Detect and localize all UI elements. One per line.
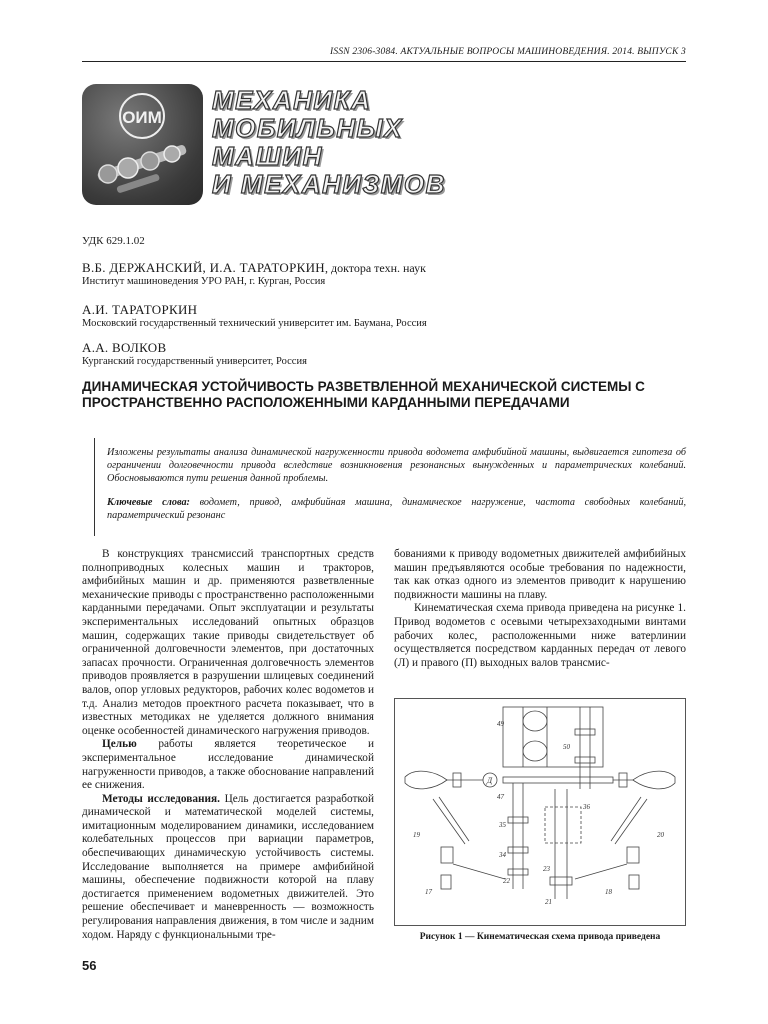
article-title: ДИНАМИЧЕСКАЯ УСТОЙЧИВОСТЬ РАЗВЕТВЛЕННОЙ МЕХАНИЧЕСКОЙ СИСТЕМЫ С ПРОСТРАНСТВЕННО РАСПОЛОЖЕННЫМИ КАРДАННЫМИ ПЕРЕДАЧАМИ bbox=[82, 379, 645, 410]
author-names: В.Б. ДЕРЖАНСКИЙ, И.А. ТАРАТОРКИН bbox=[82, 260, 325, 275]
drive-link-right bbox=[575, 864, 627, 879]
body-column-right bbox=[394, 548, 686, 678]
body-paragraph: В конструкциях трансмиссий транспортных средств полноприводных колесных машин и тракторов, амфибийных машин и др. применяются разветвленные механические приводы с пространственно расположенными карданными передачами. Опыт эксплуатации и результаты экспериментальных исследований опытных образцов машин, содержащих такие приводы свидетельствует об ограниченной долговечности элементов, при достаточных запасах прочности. Ограниченная долговечность элементов приводов проявляется в разрушении шлицевых соединений валов, опор угловых редукторов, рабочих колес водометов и т.д. Анализ методов проектного расчета показывает, что в известных методиках не уделяется должного внимания оценке особенностей динамического нагружения приводов. bbox=[82, 548, 374, 737]
logo-letters: ОИМ bbox=[122, 108, 162, 127]
left-output-unit bbox=[441, 847, 453, 863]
diagram-label: 17 bbox=[425, 888, 432, 896]
left-propeller bbox=[405, 771, 447, 789]
diagram-label: 18 bbox=[605, 888, 612, 896]
paragraph-lead: Целью bbox=[102, 738, 137, 751]
kinematic-diagram bbox=[395, 699, 685, 925]
diagram-label: 22 bbox=[503, 877, 510, 885]
diagram-label: 35 bbox=[499, 821, 506, 829]
cardan-shaft-right bbox=[615, 799, 647, 844]
keywords-label: Ключевые слова: bbox=[107, 497, 190, 508]
author-names: А.А. ВОЛКОВ bbox=[82, 340, 167, 355]
diagram-label: 49 bbox=[497, 720, 504, 728]
affiliation-2: Московский государственный технический университет им. Баумана, Россия bbox=[82, 318, 427, 329]
right-output-unit bbox=[627, 847, 639, 863]
diagram-label: 19 bbox=[413, 831, 420, 839]
figure-caption: Рисунок 1 — Кинематическая схема привода приведена bbox=[419, 932, 661, 942]
reducer-box bbox=[545, 807, 581, 843]
diagram-label: 34 bbox=[499, 851, 506, 859]
bevel-gear bbox=[523, 711, 547, 731]
header-rule bbox=[82, 61, 686, 62]
masthead-line-1: МЕХАНИКА bbox=[212, 85, 372, 115]
logo-graphic bbox=[82, 84, 203, 205]
journal-logo bbox=[82, 84, 203, 205]
affiliation-3: Курганский государственный университет, Россия bbox=[82, 356, 307, 367]
udk-code: УДК 629.1.02 bbox=[82, 235, 145, 247]
body-paragraph: Кинематическая схема привода приведена на рисунке 1. Привод водометов с осевыми четырехзаходными винтами рабочих колес, расположенными ниже ватерлинии осуществляется посредством карданных передач от левого (Л) и правого (П) выходных валов трансмис- bbox=[394, 602, 686, 669]
journal-masthead bbox=[212, 86, 532, 198]
drive-link-left bbox=[453, 864, 505, 879]
diagram-label: Д bbox=[487, 776, 493, 785]
bevel-gear bbox=[523, 741, 547, 761]
diagram-label: 20 bbox=[657, 831, 664, 839]
masthead-line-3: МАШИН bbox=[212, 141, 323, 171]
diagram-label: 23 bbox=[543, 865, 550, 873]
running-head: ISSN 2306-3084. АКТУАЛЬНЫЕ ВОПРОСЫ МАШИНОВЕДЕНИЯ. 2014. ВЫПУСК 3 bbox=[330, 47, 686, 57]
diagram-label: 21 bbox=[545, 898, 552, 906]
page-number: 56 bbox=[82, 958, 97, 973]
diagram-label: 50 bbox=[563, 743, 570, 751]
diagram-label: 47 bbox=[497, 793, 504, 801]
body-column-left bbox=[82, 548, 374, 953]
masthead-line-2: МОБИЛЬНЫХ bbox=[212, 113, 403, 143]
author-degree: , доктора техн. наук bbox=[324, 261, 426, 275]
main-shaft bbox=[503, 777, 613, 783]
diagram-label: 36 bbox=[583, 803, 590, 811]
author-line-1 bbox=[82, 260, 426, 276]
abstract-block bbox=[94, 438, 686, 536]
upper-gearbox bbox=[503, 707, 603, 767]
author-line-2 bbox=[82, 302, 197, 318]
right-propeller bbox=[633, 771, 675, 789]
kinematic-diagram-figure bbox=[394, 698, 686, 926]
affiliation-1: Институт машиноведения УРО РАН, г. Курган, Россия bbox=[82, 276, 326, 287]
body-paragraph: Целью работы является теоретическое и экспериментальное исследование динамической нагруженности приводов, а также обоснование направлений ее снижения. bbox=[82, 738, 374, 792]
author-line-3 bbox=[82, 340, 166, 356]
crankshaft-icon bbox=[97, 144, 188, 194]
body-paragraph: бованиями к приводу водометных движителей амфибийных машин предъявляются особые требования по надежности, так как отказ одного из элементов приводит к нарушению подвижности машины на плаву. bbox=[394, 548, 686, 601]
masthead-line-4: И МЕХАНИЗМОВ bbox=[212, 169, 446, 199]
keywords bbox=[107, 496, 686, 522]
author-names: А.И. ТАРАТОРКИН bbox=[82, 302, 198, 317]
keywords-text: водомет, привод, амфибийная машина, динамическое нагружение, частота свободных колебаний, параметрический резонанс bbox=[107, 497, 687, 521]
paragraph-lead: Методы исследования. bbox=[102, 792, 220, 805]
cardan-shaft-left bbox=[433, 799, 465, 844]
abstract-text: Изложены результаты анализа динамической нагруженности привода водомета амфибийной машины, выдвигается гипотеза об ограничении долговечности привода вследствие возникновения резонансных вынужденных и параметрических колебаний. Обосновываются пути решения данной проблемы. bbox=[107, 447, 686, 484]
body-paragraph: Методы исследования. Цель достигается разработкой динамической и математической моделей системы, имитационным моделированием динамики, исследованием колебательных процессов при вариации параметров, обеспечивающих динамическую устойчивость системы. Исследование выполняется на примере амфибийной машины, обеспечение подвижности которой на плаву достигается применением водометных движителей. Это решение обеспечивает и маневренность — возможность регулирования направления движения, в том числе и задним ходом. Наряду с функциональными тре- bbox=[82, 792, 374, 941]
